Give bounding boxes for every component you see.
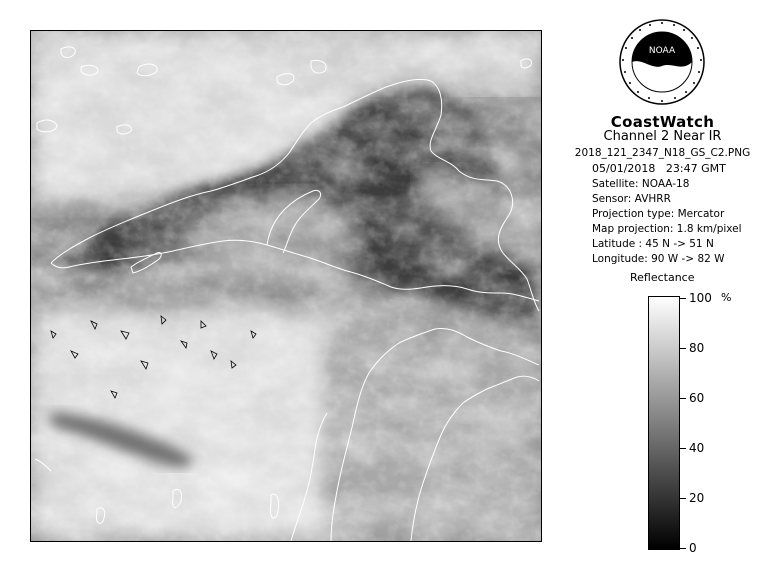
colorbar-tick	[680, 498, 686, 499]
longitude-line: Longitude: 90 W -> 82 W	[592, 253, 725, 265]
colorbar-tick	[680, 398, 686, 399]
colorbar-tick	[680, 548, 686, 549]
colorbar-tick-label: 0	[689, 541, 697, 555]
channel-subtitle: Channel 2 Near IR	[603, 129, 722, 144]
product-title: CoastWatch	[610, 113, 715, 131]
projection-type-line: Projection type: Mercator	[592, 208, 725, 220]
cloud-texture-fine	[31, 31, 541, 541]
file-name: 2018_121_2347_N18_GS_C2.PNG	[574, 147, 751, 159]
colorbar	[648, 296, 680, 550]
noaa-logo-svg	[618, 18, 706, 106]
map-projection-line: Map projection: 1.8 km/pixel	[592, 223, 742, 235]
noaa-logo-text: NOAA	[648, 46, 676, 56]
colorbar-tick-label: 80	[689, 341, 705, 355]
colorbar-tick	[680, 448, 686, 449]
colorbar-label: Reflectance	[630, 271, 695, 284]
latitude-line: Latitude : 45 N -> 51 N	[592, 238, 714, 250]
colorbar-tick-label: 20	[689, 491, 705, 505]
colorbar-unit: %	[721, 291, 732, 304]
acquisition-datetime: 05/01/2018 23:47 GMT	[592, 162, 726, 175]
noaa-logo	[618, 18, 706, 106]
satellite-image	[30, 30, 542, 542]
colorbar-tick	[680, 298, 686, 299]
colorbar-tick	[680, 348, 686, 349]
colorbar-tick-label: 100	[689, 291, 712, 305]
sensor-line: Sensor: AVHRR	[592, 193, 671, 205]
colorbar-tick-label: 40	[689, 441, 705, 455]
satellite-image-svg	[31, 31, 541, 541]
colorbar-tick-label: 60	[689, 391, 705, 405]
satellite-line: Satellite: NOAA-18	[592, 178, 690, 190]
